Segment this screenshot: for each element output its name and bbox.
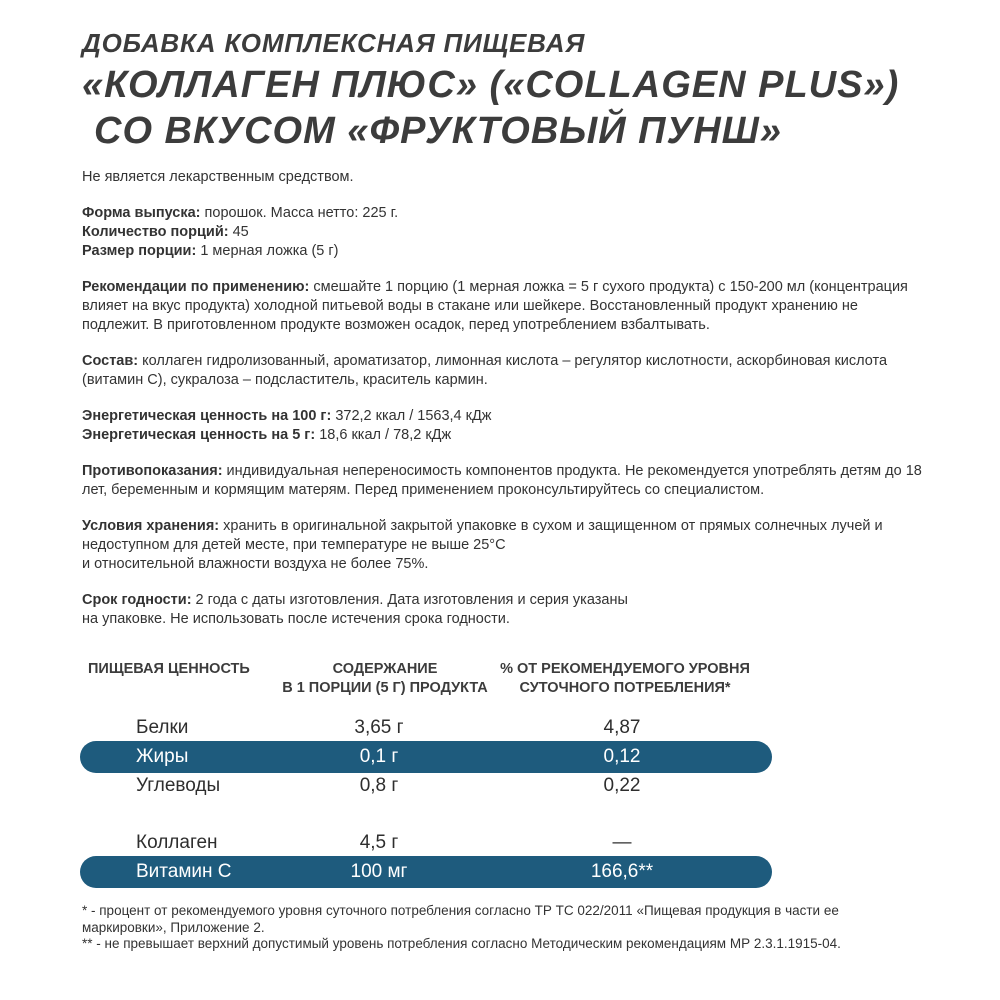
shelf-value-1: 2 года с даты изготовления. Дата изготовления и серия указаны bbox=[191, 592, 628, 608]
portion-size-value: 1 мерная ложка (5 г) bbox=[196, 243, 339, 259]
shelf-line-2: на упаковке. Не использовать после истечения срока годности. bbox=[82, 611, 510, 627]
usage-paragraph bbox=[82, 278, 922, 335]
row-amount: 100 мг bbox=[350, 861, 408, 882]
usage-value: смешайте 1 порцию (1 мерная ложка = 5 г сухого продукта) с 150-200 мл (концентрация влияет на вкус продукта) холодной питьевой воды в стакане или шейкере. Восстановленный продукт хранению не подлежит. В приготовленном продукте возможен осадок, перед употреблением взбалтывать. bbox=[82, 279, 908, 333]
row-percent: 166,6** bbox=[590, 861, 654, 882]
row-percent: 0,22 bbox=[603, 775, 641, 796]
product-info bbox=[82, 168, 922, 629]
shelf-life-paragraph bbox=[82, 591, 922, 610]
contra-value: индивидуальная непереносимость компонентов продукта. Не рекомендуется употреблять детям до 18 лет, беременным и кормящим матерям. Перед применением проконсультируйтесь со специалистом. bbox=[82, 463, 922, 498]
table-row-collagen bbox=[80, 827, 772, 859]
form-label: Форма выпуска: bbox=[82, 205, 201, 221]
storage-value-1: хранить в оригинальной закрытой упаковке в сухом и защищенном от прямых солнечных лучей и недоступном для детей месте, при температуре не выше 25°С bbox=[82, 518, 883, 553]
row-name: Белки bbox=[136, 717, 189, 738]
energy-100-value: 372,2 ккал / 1563,4 кДж bbox=[331, 408, 492, 424]
portions-line bbox=[82, 223, 922, 242]
row-amount: 0,8 г bbox=[359, 775, 399, 796]
header-content-line-2: В 1 ПОРЦИИ (5 Г) ПРОДУКТА bbox=[282, 680, 488, 696]
row-name: Витамин С bbox=[136, 861, 232, 882]
row-name: Углеводы bbox=[136, 775, 221, 796]
header-content-line-1: СОДЕРЖАНИЕ bbox=[332, 661, 438, 677]
table-row-fat bbox=[80, 741, 772, 773]
composition-paragraph bbox=[82, 352, 922, 390]
footnote-1: * - процент от рекомендуемого уровня суточного потребления согласно ТР ТС 022/2011 «Пищевая продукция в части ее маркировки», Приложение 2. bbox=[82, 903, 839, 935]
portion-size-label: Размер порции: bbox=[82, 243, 197, 259]
row-amount: 3,65 г bbox=[354, 717, 404, 738]
footnote-2: ** - не превышает верхний допустимый уровень потребления согласно Методическим рекомендациям МР 2.3.1.1915-04. bbox=[82, 936, 841, 951]
header-percent-line-2: СУТОЧНОГО ПОТРЕБЛЕНИЯ* bbox=[519, 680, 731, 696]
row-name: Жиры bbox=[136, 746, 189, 767]
form-value: порошок. Масса нетто: 225 г. bbox=[200, 205, 399, 221]
title-line-3: СО ВКУСОМ «ФРУКТОВЫЙ ПУНШ» bbox=[94, 110, 783, 152]
energy-5-label: Энергетическая ценность на 5 г: bbox=[82, 427, 316, 443]
nutrition-table-header bbox=[0, 660, 1000, 700]
row-percent: 4,87 bbox=[603, 717, 641, 738]
header-percent bbox=[480, 660, 770, 698]
storage-paragraph bbox=[82, 517, 922, 555]
footnotes bbox=[82, 903, 922, 953]
portion-size-line bbox=[82, 242, 922, 261]
shelf-label: Срок годности: bbox=[82, 592, 192, 608]
table-row-protein bbox=[80, 712, 772, 744]
usage-label: Рекомендации по применению: bbox=[82, 279, 310, 295]
header-nutrition: ПИЩЕВАЯ ЦЕННОСТЬ bbox=[88, 661, 250, 677]
composition-label: Состав: bbox=[82, 353, 139, 369]
table-row-vitamin-c bbox=[80, 856, 772, 888]
title-line-1: ДОБАВКА КОМПЛЕКСНАЯ ПИЩЕВАЯ bbox=[82, 28, 586, 58]
product-title bbox=[82, 26, 899, 154]
energy-5-value: 18,6 ккал / 78,2 кДж bbox=[315, 427, 452, 443]
intro-text: Не является лекарственным средством. bbox=[82, 169, 354, 185]
row-name: Коллаген bbox=[136, 832, 218, 853]
energy-5-line bbox=[82, 426, 922, 445]
row-percent: — bbox=[612, 832, 632, 853]
energy-100-label: Энергетическая ценность на 100 г: bbox=[82, 408, 332, 424]
composition-value: коллаген гидролизованный, ароматизатор, лимонная кислота – регулятор кислотности, аскорбиновая кислота (витамин С), сукралоза – подсластитель, краситель кармин. bbox=[82, 353, 888, 388]
storage-label: Условия хранения: bbox=[82, 518, 220, 534]
portions-value: 45 bbox=[228, 224, 249, 240]
header-content bbox=[260, 660, 510, 698]
row-amount: 0,1 г bbox=[359, 746, 399, 767]
row-percent: 0,12 bbox=[603, 746, 641, 767]
storage-line-2: и относительной влажности воздуха не более 75%. bbox=[82, 556, 429, 572]
contraindications-paragraph bbox=[82, 462, 922, 500]
title-line-2: «КОЛЛАГЕН ПЛЮС» («COLLAGEN PLUS») bbox=[82, 64, 900, 106]
form-line bbox=[82, 204, 922, 223]
contra-label: Противопоказания: bbox=[82, 463, 223, 479]
header-percent-line-1: % ОТ РЕКОМЕНДУЕМОГО УРОВНЯ bbox=[500, 661, 750, 677]
row-amount: 4,5 г bbox=[359, 832, 399, 853]
table-row-carbs bbox=[80, 770, 772, 802]
portions-label: Количество порций: bbox=[82, 224, 229, 240]
energy-100-line bbox=[82, 407, 922, 426]
